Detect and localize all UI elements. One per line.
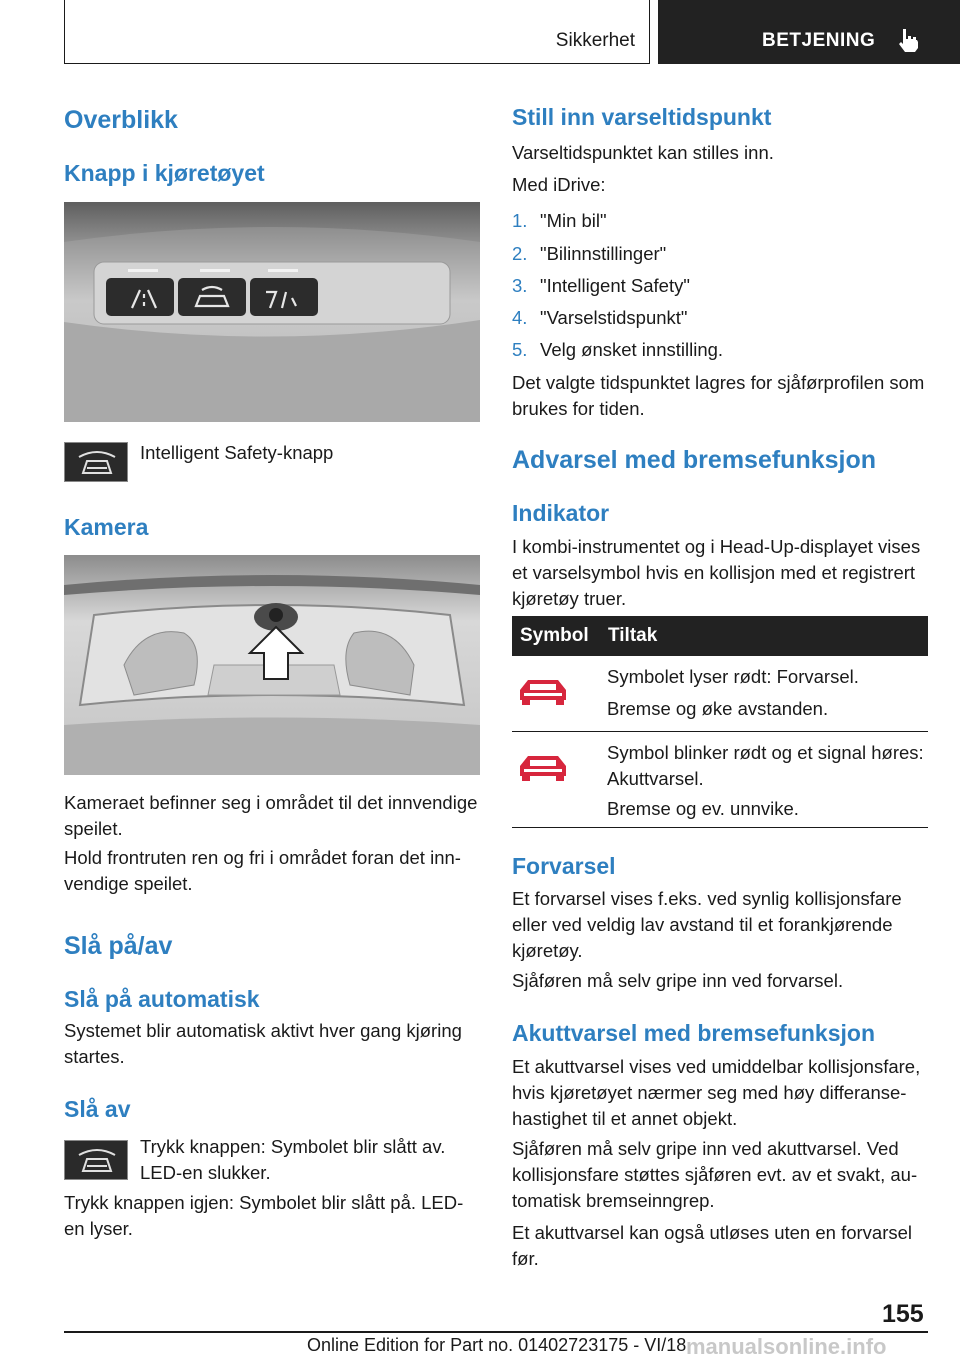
- heading-camera: Kamera: [64, 514, 149, 540]
- table-header-action: Tiltak: [608, 625, 658, 646]
- button-panel-photo: [64, 202, 480, 422]
- watermark: manualsonline.info: [686, 1334, 887, 1359]
- heading-acute-warning: Akuttvarsel med bremsefunksjon: [512, 1020, 876, 1046]
- footer-edition: Online Edition for Part no. 01402723175 - VI/18: [307, 1335, 687, 1355]
- heading-indicator: Indikator: [512, 500, 610, 526]
- camera-photo: [64, 555, 480, 775]
- list-item-number: 3.: [512, 275, 528, 296]
- heading-set-warning-time: Still inn varseltidspunkt: [512, 104, 772, 130]
- table-row-2-line-1: Symbol blinker rødt og et signal høres: Akuttvarsel.: [607, 742, 924, 789]
- camera-paragraph-1: Kameraet befinner seg i området til det innvendige speilet.: [64, 792, 478, 839]
- camera-paragraph-2: Hold frontruten ren og fri i området foran det innvendige speilet.: [64, 847, 461, 894]
- red-car-warning-icon: [514, 746, 572, 786]
- table-bottom-rule: [512, 827, 928, 828]
- heading-switch-off: Slå av: [64, 1096, 131, 1122]
- auto-paragraph: Systemet blir automatisk aktivt hver gang kjøring startes.: [64, 1020, 462, 1067]
- page-number: 155: [882, 1300, 924, 1328]
- button-caption: Intelligent Safety-knapp: [140, 442, 334, 463]
- acute-warning-paragraph-2: Sjåføren må selv gripe inn ved akuttvarsel. Ved kollisjonsfare støttes sjåføren evt. av et svakt, automatisk bremseinngrep.: [512, 1138, 918, 1211]
- symbol-table-header: [512, 616, 928, 656]
- heading-overview: Overblikk: [64, 106, 178, 134]
- acute-warning-paragraph-1: Et akuttvarsel vises ved umiddelbar kollisjonsfare, hvis kjøretøyet nærmer seg med høy differansehastighet til et annet objekt.: [512, 1056, 921, 1129]
- list-item-number: 1.: [512, 210, 528, 231]
- list-item-number: 4.: [512, 307, 528, 328]
- heading-button-in-vehicle: Knapp i kjøretøyet: [64, 160, 265, 186]
- switch-off-instruction: Trykk knappen: Symbolet blir slått av. LED-en slukker.: [140, 1136, 446, 1183]
- warning-time-paragraph-2: Med iDrive:: [512, 174, 606, 195]
- table-row-1-line-1: Symbolet lyser rødt: Forvarsel.: [607, 666, 859, 687]
- intelligent-safety-symbol: [64, 1140, 128, 1180]
- heading-pre-warning: Forvarsel: [512, 853, 616, 879]
- pre-warning-paragraph-1: Et forvarsel vises f.eks. ved synlig kollisjonsfare eller ved veldig lav avstand til et forankjørende kjøretøy.: [512, 888, 902, 961]
- list-item: "Varselstidspunkt": [540, 307, 688, 328]
- table-header-symbol: Symbol: [520, 625, 589, 646]
- list-item: Velg ønsket innstilling.: [540, 339, 724, 360]
- header-section-box: [64, 0, 650, 64]
- acute-warning-paragraph-3: Et akuttvarsel kan også utløses uten en forvarsel før.: [512, 1222, 913, 1269]
- hand-pointer-icon: [894, 26, 922, 54]
- warning-time-paragraph-1: Varseltidspunktet kan stilles inn.: [512, 142, 774, 163]
- switch-on-again-paragraph: Trykk knappen igjen: Symbolet blir slått på. LED-en lyser.: [64, 1192, 464, 1239]
- intelligent-safety-symbol: [64, 442, 128, 482]
- pre-warning-paragraph-2: Sjåføren må selv gripe inn ved forvarsel.: [512, 970, 844, 991]
- heading-warning-with-brake: Advarsel med bremsefunksjon: [512, 446, 877, 474]
- red-car-warning-icon: [514, 670, 572, 710]
- header-section-title: Sikkerhet: [555, 30, 635, 51]
- warning-time-paragraph-3: Det valgte tidspunktet lagres for sjåførprofilen som brukes for tiden.: [512, 372, 925, 419]
- header-chapter-title: BETJENING: [762, 30, 876, 51]
- heading-on-off: Slå på/av: [64, 932, 173, 960]
- header-chapter-tab[interactable]: [658, 0, 960, 64]
- list-item-number: 2.: [512, 243, 528, 264]
- list-item: "Min bil": [540, 210, 607, 231]
- table-row-2-line-2: Bremse og ev. unnvike.: [607, 798, 799, 819]
- table-row-divider: [512, 731, 928, 732]
- table-row-1-line-2: Bremse og øke avstanden.: [607, 698, 829, 719]
- footer-rule: [64, 1331, 928, 1333]
- heading-switch-on-auto: Slå på automatisk: [64, 986, 260, 1012]
- list-item: "Bilinnstillinger": [540, 243, 667, 264]
- indicator-paragraph: I kombi-instrumentet og i Head-Up-displayet vises et varselsymbol hvis en kollisjon med et registrert kjøretøy truer.: [512, 536, 921, 609]
- list-item: "Intelligent Safety": [540, 275, 690, 296]
- list-item-number: 5.: [512, 339, 528, 360]
